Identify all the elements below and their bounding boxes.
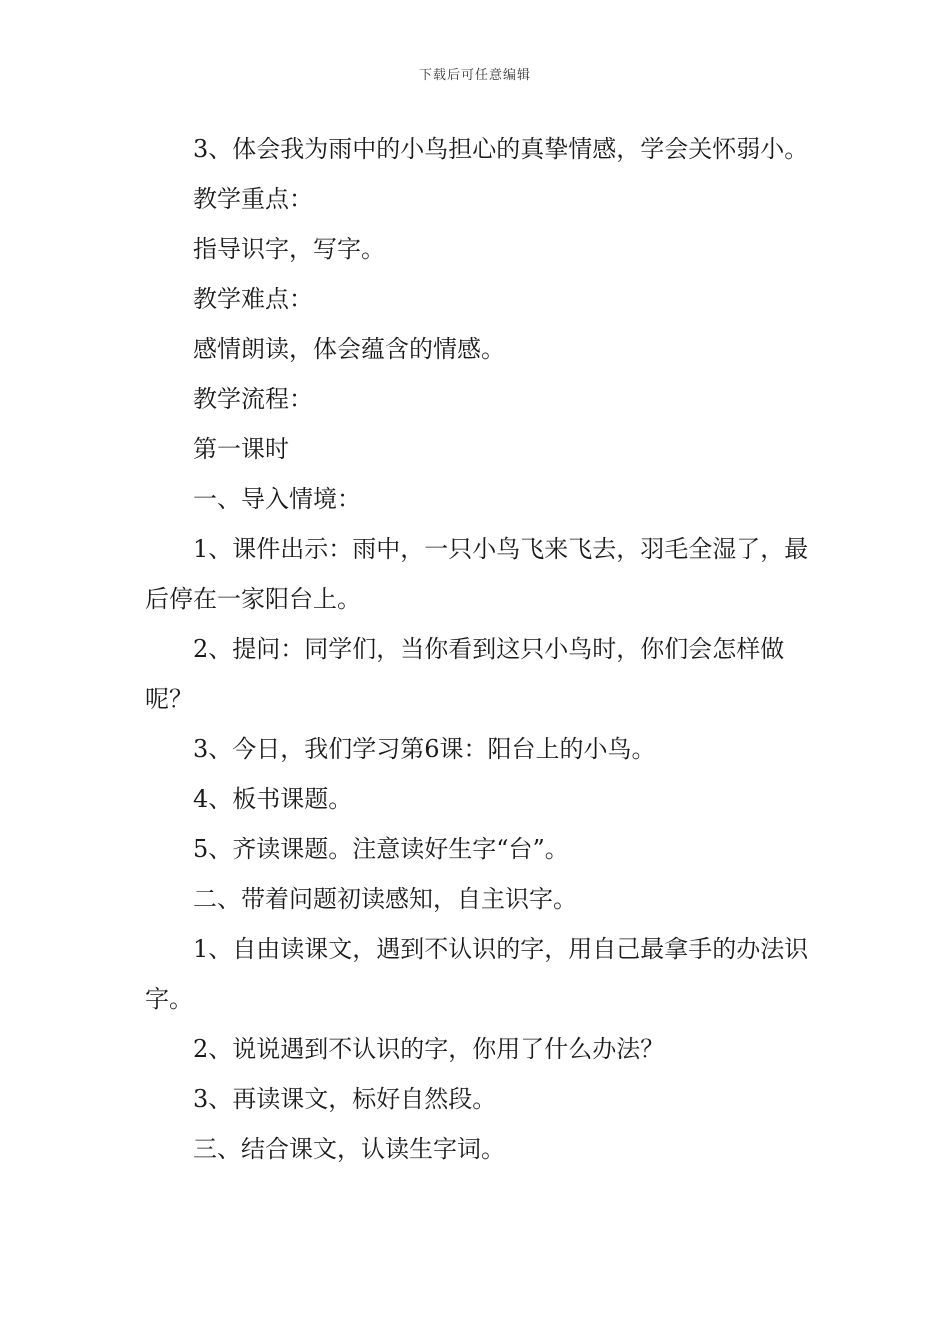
paragraph-section-2: 二、带着问题初读感知，自主识字。 <box>193 885 577 913</box>
paragraph-step-1-2: 2、提问：同学们，当你看到这只小鸟时，你们会怎样做呢？ <box>145 635 785 713</box>
paragraph-step-2-3: 3、再读课文，标好自然段。 <box>193 1085 497 1113</box>
paragraph-lesson-1: 第一课时 <box>193 435 289 463</box>
document-body <box>145 124 825 1174</box>
paragraph-step-2-2: 2、说说遇到不认识的字，你用了什么办法？ <box>193 1035 665 1063</box>
paragraph-section-1: 一、导入情境： <box>193 485 361 513</box>
paragraph-process-heading: 教学流程： <box>193 385 313 413</box>
paragraph-key-points: 指导识字，写字。 <box>193 235 385 263</box>
paragraph-section-3: 三、结合课文，认读生字词。 <box>193 1135 505 1163</box>
paragraph-step-2-1: 1、自由读课文，遇到不认识的字，用自己最拿手的办法识字。 <box>145 935 809 1013</box>
paragraph-step-1-3: 3、今日，我们学习第6课：阳台上的小鸟。 <box>193 735 656 763</box>
paragraph-difficulty: 感情朗读，体会蕴含的情感。 <box>193 335 505 363</box>
paragraph-difficulty-heading: 教学难点： <box>193 285 313 313</box>
paragraph-step-1-4: 4、板书课题。 <box>193 785 353 813</box>
paragraph-step-1-1: 1、课件出示：雨中，一只小鸟飞来飞去，羽毛全湿了，最后停在一家阳台上。 <box>145 535 809 613</box>
paragraph-key-points-heading: 教学重点： <box>193 185 313 213</box>
paragraph-step-1-5: 5、齐读课题。注意读好生字“台”。 <box>193 835 569 863</box>
paragraph-objective-3: 3、体会我为雨中的小鸟担心的真挚情感，学会关怀弱小。 <box>193 135 809 163</box>
page-header: 下载后可任意编辑 <box>418 68 531 83</box>
